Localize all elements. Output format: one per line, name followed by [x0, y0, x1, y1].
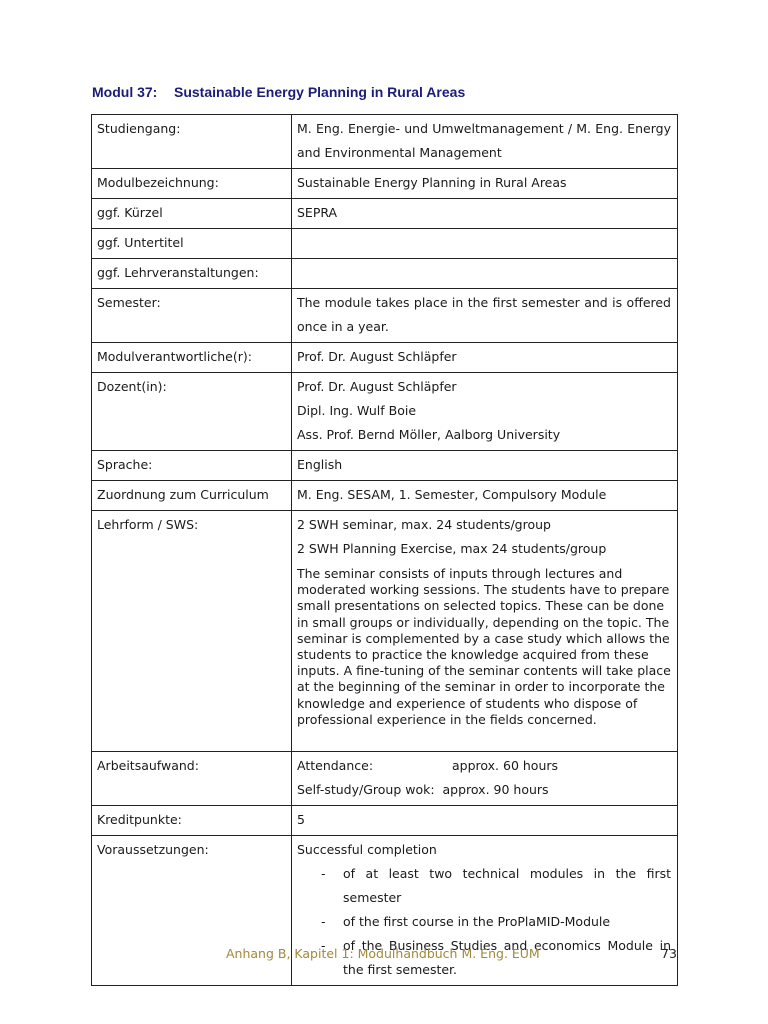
- table-row: [92, 229, 678, 259]
- row-value: Sustainable Energy Planning in Rural Areas: [292, 169, 678, 199]
- table-row: [92, 199, 678, 229]
- row-label: Semester:: [92, 289, 292, 343]
- row-label: Sprache:: [92, 451, 292, 481]
- list-item: - of the Business Studies and economics Module in the first semester.: [317, 934, 671, 982]
- row-label: Voraussetzungen:: [92, 836, 292, 986]
- list-item: - of the first course in the ProPlaMID-Module: [317, 910, 671, 934]
- table-row: [92, 343, 678, 373]
- page-footer: Anhang B, Kapitel 1: Modulhandbuch M. Eng. EUM: [226, 946, 540, 961]
- table-row: [92, 373, 678, 451]
- row-value: SEPRA: [292, 199, 678, 229]
- module-title: Sustainable Energy Planning in Rural Areas: [174, 84, 466, 100]
- table-row: [92, 836, 678, 986]
- row-value: [292, 836, 678, 986]
- table-row: [92, 752, 678, 806]
- selfstudy-value: approx. 90 hours: [442, 782, 549, 798]
- list-item: - of at least two technical modules in the first semester: [317, 862, 671, 910]
- row-value: [292, 373, 678, 451]
- table-row: [92, 451, 678, 481]
- row-label: ggf. Untertitel: [92, 229, 292, 259]
- selfstudy-label: Self-study/Group wok:: [297, 782, 435, 798]
- table-row: [92, 481, 678, 511]
- table-row: [92, 511, 678, 752]
- workload-selfstudy: [297, 778, 671, 802]
- table-row: [92, 115, 678, 169]
- row-value: M. Eng. SESAM, 1. Semester, Compulsory Module: [292, 481, 678, 511]
- workload-attendance: [297, 754, 671, 778]
- row-value: [292, 259, 678, 289]
- row-label: Modulverantwortliche(r):: [92, 343, 292, 373]
- row-label: Studiengang:: [92, 115, 292, 169]
- page-number: 73: [661, 946, 677, 961]
- row-value: M. Eng. Energie- und Umweltmanagement / M. Eng. Energy and Environmental Management: [292, 115, 678, 169]
- row-value: The module takes place in the first semester and is offered once in a year.: [292, 289, 678, 343]
- module-heading: [92, 84, 465, 100]
- row-label: Modulbezeichnung:: [92, 169, 292, 199]
- row-label: Dozent(in):: [92, 373, 292, 451]
- row-label: ggf. Lehrveranstaltungen:: [92, 259, 292, 289]
- module-number: Modul 37:: [92, 84, 158, 100]
- module-description-table: [91, 114, 678, 986]
- lecturer-name: Prof. Dr. August Schläpfer: [297, 379, 457, 394]
- row-value: 5: [292, 806, 678, 836]
- row-value: [292, 511, 678, 752]
- row-value: [292, 752, 678, 806]
- table-row: [92, 806, 678, 836]
- teaching-form-line: 2 SWH seminar, max. 24 students/group: [297, 517, 551, 532]
- row-label: ggf. Kürzel: [92, 199, 292, 229]
- teaching-form-line: 2 SWH Planning Exercise, max 24 students/group: [297, 541, 607, 556]
- lecturer-name: Dipl. Ing. Wulf Boie: [297, 403, 417, 418]
- row-value: [292, 229, 678, 259]
- prerequisites-intro: Successful completion: [297, 842, 437, 858]
- table-row: [92, 289, 678, 343]
- attendance-label: Attendance:: [297, 758, 374, 774]
- prerequisites-list: [297, 862, 671, 982]
- row-label: Kreditpunkte:: [92, 806, 292, 836]
- row-value: English: [292, 451, 678, 481]
- table-row: [92, 169, 678, 199]
- lecturer-name: Ass. Prof. Bernd Möller, Aalborg University: [297, 427, 561, 442]
- seminar-description: The seminar consists of inputs through lectures and moderated working sessions. The students have to prepare small presentations on selected topics. These can be done in small groups or individually, depending on the topic. The seminar is complemented by a case study which allows the students to practice the knowledge acquired from these inputs. A fine-tuning of the seminar contents will take place at the beginning of the seminar in order to incorporate the knowledge and experience of students who dispose of professional experience in the fields concerned.: [297, 566, 671, 727]
- row-label: Zuordnung zum Curriculum: [92, 481, 292, 511]
- row-label: Arbeitsaufwand:: [92, 752, 292, 806]
- attendance-value: approx. 60 hours: [452, 758, 559, 774]
- row-label: Lehrform / SWS:: [92, 511, 292, 752]
- row-value: Prof. Dr. August Schläpfer: [292, 343, 678, 373]
- table-row: [92, 259, 678, 289]
